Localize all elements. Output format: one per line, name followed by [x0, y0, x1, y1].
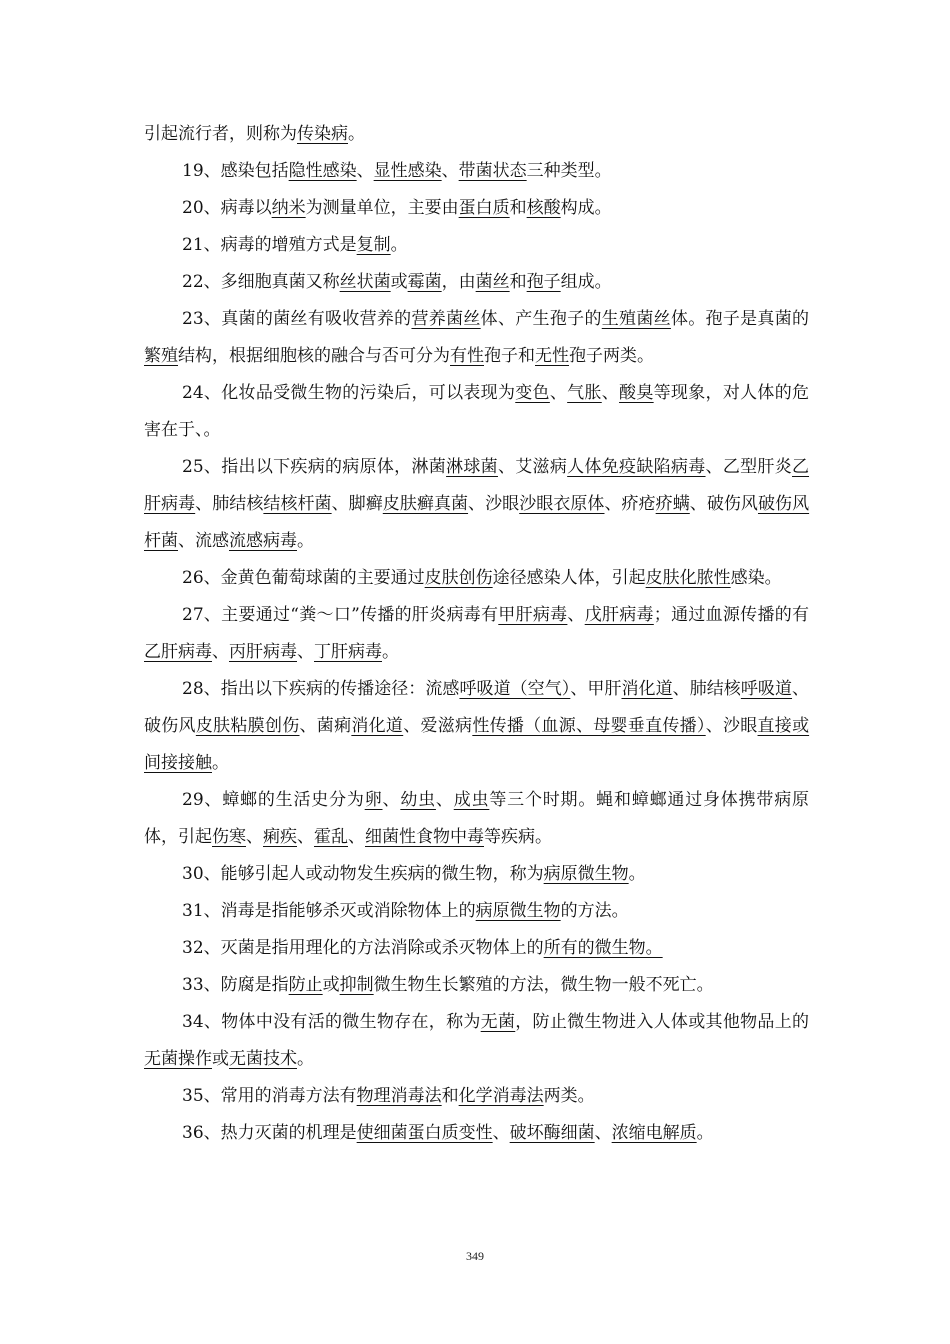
answer-blank: 呼吸道（空气）: [459, 679, 571, 699]
answer-blank: 皮肤癣真菌: [382, 494, 469, 514]
paragraph: [144, 264, 809, 301]
answer-blank: 乙肝病毒: [144, 642, 212, 662]
text-run: 途径感染人体，引起: [492, 568, 646, 588]
text-run: 、: [212, 642, 229, 662]
text-run: 或: [212, 1049, 229, 1069]
answer-blank: 呼吸道: [740, 679, 793, 699]
text-run: 、: [549, 383, 568, 403]
answer-blank: 流感病毒: [229, 531, 297, 551]
answer-blank: 抑制: [339, 975, 374, 995]
text-run: 24、化妆品受微生物的污染后，可以表现为: [182, 383, 516, 403]
answer-blank: 无菌操作: [144, 1049, 212, 1069]
text-run: 。: [390, 235, 408, 255]
text-run: 21、病毒的增殖方式是: [182, 235, 357, 255]
text-run: 、肺结核: [672, 679, 741, 699]
answer-blank: 破坏酶细菌: [509, 1123, 595, 1143]
text-run: 27、主要通过“粪～口”传播的肝炎病毒有: [182, 605, 499, 625]
answer-blank: 卵: [364, 790, 383, 810]
answer-blank: 复制: [356, 235, 391, 255]
answer-blank: 繁殖: [144, 346, 178, 366]
answer-blank: 菌丝: [475, 272, 510, 292]
text-run: ，防止微生物进入人体或其他物品上的: [515, 1012, 810, 1032]
answer-blank: 细菌性食物中毒: [365, 827, 484, 847]
answer-blank: 霉菌: [407, 272, 442, 292]
text-run: 结构，根据细胞核的融合与否可分为: [178, 346, 450, 366]
text-run: 。: [628, 864, 646, 884]
text-run: 两类。: [543, 1086, 595, 1106]
text-run: 、流感: [178, 531, 229, 551]
answer-blank: 蛋白质: [458, 198, 510, 218]
text-run: 等三个时期。蝇和蟑螂通过身体携带病原体，引起: [144, 790, 810, 847]
paragraph: [144, 190, 809, 227]
paragraph: [144, 893, 809, 930]
text-run: 或: [322, 975, 340, 995]
answer-blank: 无菌: [480, 1012, 516, 1032]
text-run: 29、蟑螂的生活史分为: [182, 790, 365, 810]
answer-blank: 皮肤创伤: [424, 568, 493, 588]
text-run: 。: [297, 1049, 314, 1069]
text-run: 、: [594, 1123, 612, 1143]
text-run: 30、能够引起人或动物发生疾病的微生物，称为: [182, 864, 544, 884]
answer-blank: 所有的微生物。: [543, 938, 663, 958]
paragraph: [144, 375, 809, 449]
answer-blank: 直接或间接接触: [144, 716, 810, 773]
answer-blank: 化学消毒法: [458, 1086, 544, 1106]
text-run: 、: [246, 827, 263, 847]
text-run: 22、多细胞真菌又称: [182, 272, 340, 292]
text-run: 、: [297, 827, 314, 847]
paragraph: [144, 301, 809, 375]
answer-blank: 痢疾: [263, 827, 297, 847]
answer-blank: 疥螨: [655, 494, 690, 514]
answer-blank: 病原微生物: [475, 901, 561, 921]
answer-blank: 使细菌蛋白质变性: [356, 1123, 493, 1143]
answer-blank: 酸臭: [619, 383, 654, 403]
text-run: 、脚癣: [331, 494, 383, 514]
answer-blank: 孢子: [526, 272, 561, 292]
text-run: 构成。: [560, 198, 612, 218]
text-run: 、: [435, 790, 454, 810]
text-run: 33、防腐是指: [182, 975, 289, 995]
answer-blank: 幼虫: [400, 790, 436, 810]
text-run: ，由: [441, 272, 476, 292]
text-run: 、: [601, 383, 620, 403]
text-run: 、: [567, 605, 585, 625]
text-run: 孢子和: [484, 346, 535, 366]
text-run: 20、病毒以: [182, 198, 272, 218]
text-run: 孢子两类。: [569, 346, 654, 366]
answer-blank: 纳米: [271, 198, 306, 218]
text-run: 或: [390, 272, 408, 292]
text-run: 、: [441, 161, 459, 181]
answer-blank: 物理消毒法: [356, 1086, 442, 1106]
text-run: 、: [348, 827, 365, 847]
text-run: 36、热力灭菌的机理是: [182, 1123, 357, 1143]
answer-blank: 伤寒: [212, 827, 246, 847]
text-run: 为测量单位，主要由: [305, 198, 459, 218]
text-run: 。: [348, 124, 365, 144]
text-run: 引起流行者，则称为: [144, 124, 297, 144]
paragraph: [144, 1078, 809, 1115]
answer-blank: 结核杆菌: [263, 494, 332, 514]
text-run: 、破伤风: [144, 679, 810, 736]
answer-blank: 性传播（血源、母婴垂直传播）: [472, 716, 706, 736]
answer-blank: 淋球菌: [446, 457, 498, 477]
text-run: 、爱滋病: [403, 716, 473, 736]
text-run: 、甲肝: [570, 679, 622, 699]
answer-blank: 浓缩电解质: [611, 1123, 697, 1143]
paragraph: [144, 967, 809, 1004]
paragraph: [144, 671, 809, 782]
text-run: 25、指出以下疾病的病原体，淋菌: [182, 457, 447, 477]
text-run: 28、指出以下疾病的传播途径：流感: [182, 679, 460, 699]
text-run: 34、物体中没有活的微生物存在，称为: [182, 1012, 481, 1032]
document-body: [144, 116, 809, 1152]
answer-blank: 沙眼衣原体: [519, 494, 605, 514]
text-run: 。: [212, 753, 229, 773]
answer-blank: 丝状菌: [339, 272, 391, 292]
text-run: 和: [441, 1086, 459, 1106]
text-run: 、: [382, 790, 401, 810]
text-run: 和: [509, 198, 527, 218]
text-run: 和: [509, 272, 527, 292]
paragraph: [144, 116, 809, 153]
text-run: 。: [696, 1123, 714, 1143]
paragraph: [144, 1004, 809, 1078]
text-run: 体、产生孢子的: [480, 309, 602, 329]
text-run: ；通过血源传播的有: [653, 605, 810, 625]
paragraph: [144, 782, 809, 856]
paragraph: [144, 153, 809, 190]
answer-blank: 无菌技术: [229, 1049, 297, 1069]
text-run: 。: [382, 642, 399, 662]
answer-blank: 显性感染: [373, 161, 442, 181]
answer-blank: 病原微生物: [543, 864, 629, 884]
answer-blank: 破伤风杆菌: [144, 494, 810, 551]
answer-blank: 隐性感染: [288, 161, 357, 181]
text-run: 等现象，对人体的危害在于、。: [144, 383, 810, 440]
paragraph: [144, 227, 809, 264]
text-run: 、乙型肝炎: [705, 457, 793, 477]
answer-blank: 霍乱: [314, 827, 348, 847]
text-run: 等疾病。: [484, 827, 552, 847]
text-run: 26、金黄色葡萄球菌的主要通过: [182, 568, 425, 588]
answer-blank: 丙肝病毒: [229, 642, 297, 662]
answer-blank: 防止: [288, 975, 323, 995]
text-run: 、沙眼: [705, 716, 758, 736]
answer-blank: 气胀: [567, 383, 602, 403]
answer-blank: 戊肝病毒: [584, 605, 654, 625]
paragraph: [144, 597, 809, 671]
text-run: 35、常用的消毒方法有: [182, 1086, 357, 1106]
answer-blank: 乙肝病毒: [144, 457, 810, 514]
answer-blank: 传染病: [297, 124, 348, 144]
text-run: 、疥疮: [604, 494, 656, 514]
text-run: 、艾滋病: [497, 457, 568, 477]
paragraph: [144, 449, 809, 560]
text-run: 。: [297, 531, 314, 551]
answer-blank: 皮肤化脓性: [645, 568, 731, 588]
answer-blank: 营养菌丝: [411, 309, 481, 329]
answer-blank: 消化道: [351, 716, 404, 736]
text-run: 的方法。: [560, 901, 629, 921]
answer-blank: 有性: [450, 346, 484, 366]
answer-blank: 成虫: [453, 790, 490, 810]
answer-blank: 丁肝病毒: [314, 642, 382, 662]
text-run: 、: [297, 642, 314, 662]
text-run: 组成。: [560, 272, 612, 292]
text-run: 23、真菌的菌丝有吸收营养的: [182, 309, 412, 329]
paragraph: [144, 560, 809, 597]
text-run: 32、灭菌是指用理化的方法消除或杀灭物体上的: [182, 938, 544, 958]
answer-blank: 带菌状态: [458, 161, 527, 181]
answer-blank: 变色: [515, 383, 550, 403]
text-run: 、菌痢: [299, 716, 352, 736]
text-run: 、肺结核: [195, 494, 264, 514]
answer-blank: 无性: [535, 346, 569, 366]
text-run: 19、感染包括: [182, 161, 289, 181]
answer-blank: 皮肤粘膜创伤: [195, 716, 300, 736]
text-run: 三种类型。: [526, 161, 612, 181]
paragraph: [144, 856, 809, 893]
answer-blank: 消化道: [621, 679, 673, 699]
answer-blank: 核酸: [526, 198, 561, 218]
text-run: 感染。: [730, 568, 782, 588]
paragraph: [144, 1115, 809, 1152]
answer-blank: 人体免疫缺陷病毒: [567, 457, 706, 477]
text-run: 、破伤风: [689, 494, 758, 514]
page-number: 349: [466, 1249, 484, 1263]
answer-blank: 甲肝病毒: [498, 605, 568, 625]
text-run: 、沙眼: [468, 494, 520, 514]
text-run: 体。孢子是真菌的: [670, 309, 810, 329]
text-run: 微生物生长繁殖的方法，微生物一般不死亡。: [373, 975, 714, 995]
text-run: 、: [492, 1123, 510, 1143]
paragraph: [144, 930, 809, 967]
answer-blank: 生殖菌丝: [601, 309, 671, 329]
text-run: 31、消毒是指能够杀灭或消除物体上的: [182, 901, 476, 921]
text-run: 、: [356, 161, 374, 181]
